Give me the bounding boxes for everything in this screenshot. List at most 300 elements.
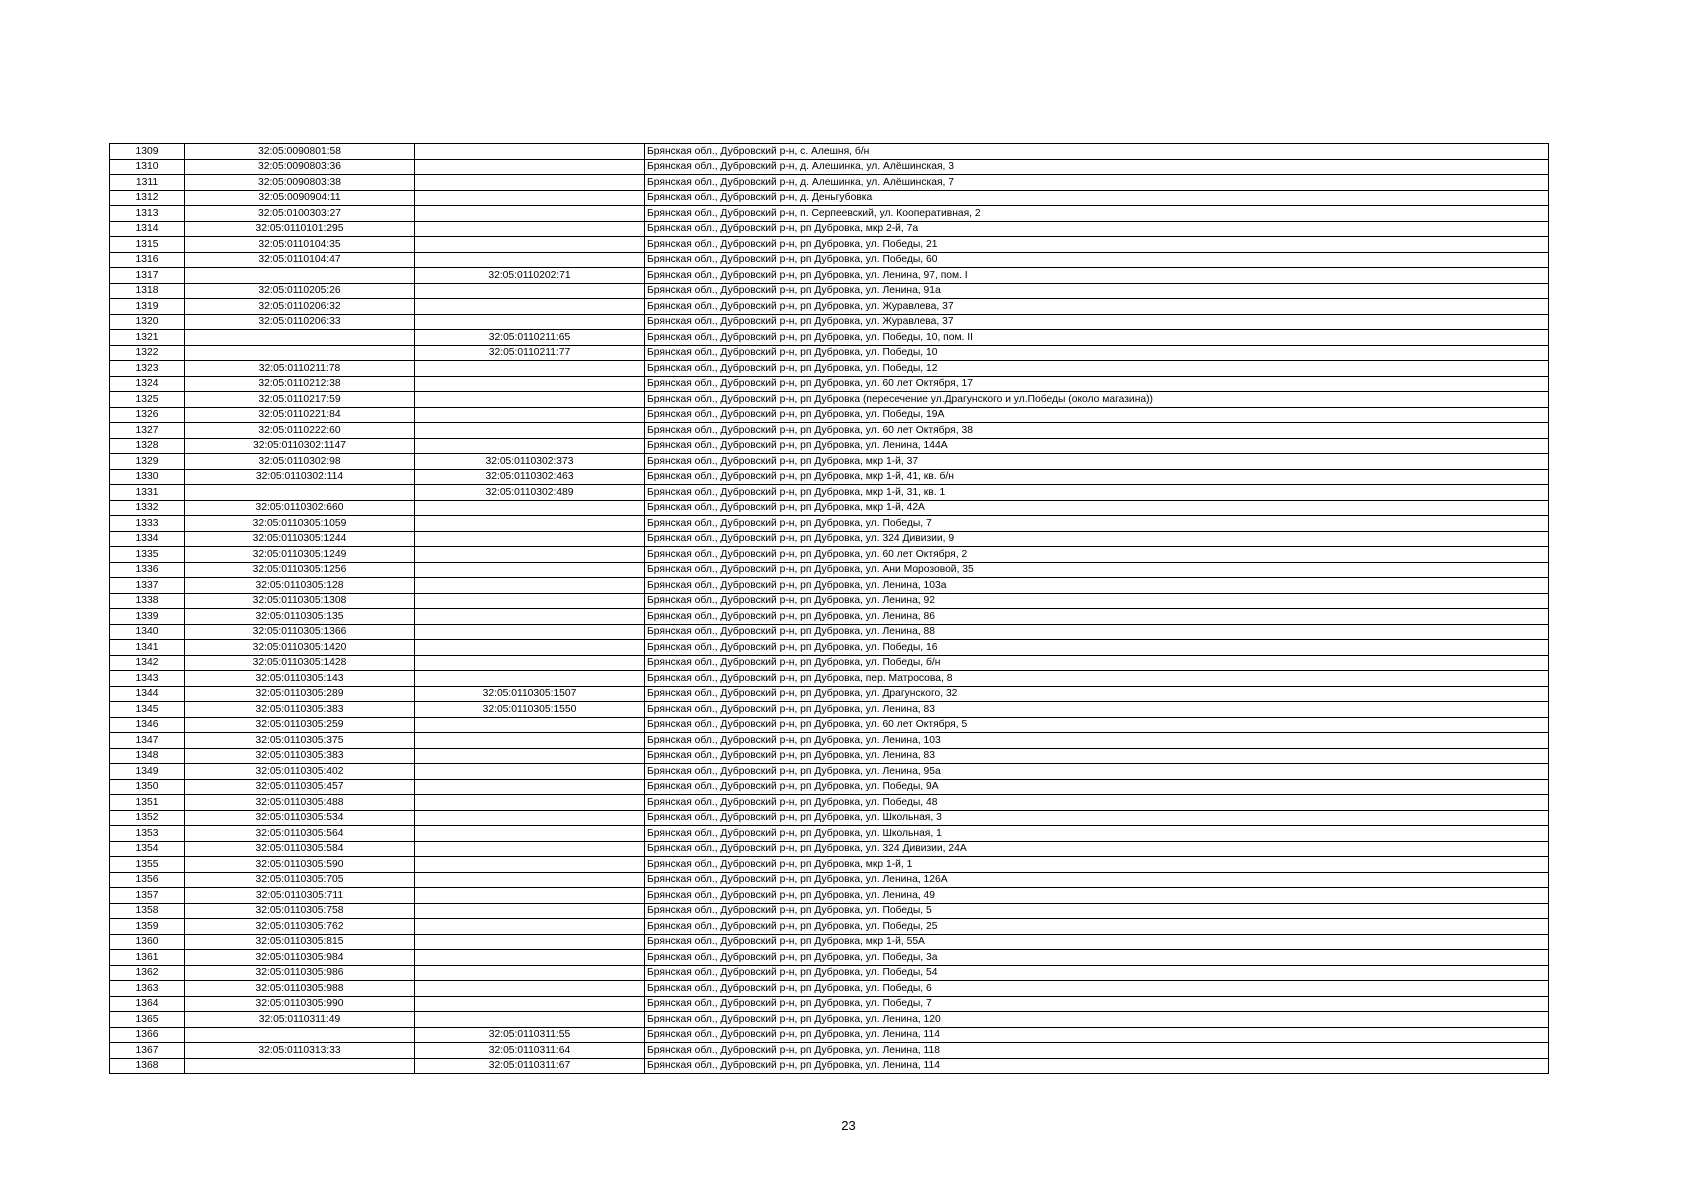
row-number-cell: 1319 bbox=[110, 299, 185, 315]
row-number-cell: 1315 bbox=[110, 237, 185, 253]
related-cadastral-number-cell bbox=[415, 252, 645, 268]
row-number-cell: 1329 bbox=[110, 454, 185, 470]
cadastral-number-cell: 32:05:0110305:457 bbox=[185, 779, 415, 795]
related-cadastral-number-cell bbox=[415, 779, 645, 795]
cadastral-number-cell: 32:05:0110305:584 bbox=[185, 841, 415, 857]
related-cadastral-number-cell bbox=[415, 562, 645, 578]
table-row bbox=[110, 981, 1549, 997]
table-row bbox=[110, 175, 1549, 191]
related-cadastral-number-cell bbox=[415, 578, 645, 594]
page-number: 23 bbox=[841, 1118, 856, 1133]
row-number-cell: 1335 bbox=[110, 547, 185, 563]
cadastral-number-cell: 32:05:0110305:1428 bbox=[185, 655, 415, 671]
row-number-cell: 1359 bbox=[110, 919, 185, 935]
address-cell: Брянская обл., Дубровский р-н, п. Серпеевский, ул. Кооперативная, 2 bbox=[645, 206, 1549, 222]
row-number-cell: 1330 bbox=[110, 469, 185, 485]
cadastral-number-cell: 32:05:0110305:988 bbox=[185, 981, 415, 997]
cadastral-number-cell: 32:05:0110305:1059 bbox=[185, 516, 415, 532]
cadastral-number-cell: 32:05:0110305:990 bbox=[185, 996, 415, 1012]
row-number-cell: 1309 bbox=[110, 144, 185, 160]
table-row bbox=[110, 159, 1549, 175]
row-number-cell: 1342 bbox=[110, 655, 185, 671]
table-row bbox=[110, 857, 1549, 873]
row-number-cell: 1340 bbox=[110, 624, 185, 640]
address-cell: Брянская обл., Дубровский р-н, рп Дубровка, ул. Победы, 7 bbox=[645, 996, 1549, 1012]
address-cell: Брянская обл., Дубровский р-н, рп Дубровка, мкр 1-й, 42А bbox=[645, 500, 1549, 516]
table-row bbox=[110, 996, 1549, 1012]
cadastral-number-cell bbox=[185, 485, 415, 501]
table-row bbox=[110, 624, 1549, 640]
address-cell: Брянская обл., Дубровский р-н, рп Дубровка, ул. Ленина, 120 bbox=[645, 1012, 1549, 1028]
address-cell: Брянская обл., Дубровский р-н, рп Дубровка, ул. Победы, 21 bbox=[645, 237, 1549, 253]
address-cell: Брянская обл., Дубровский р-н, рп Дубровка, ул. Ленина, 83 bbox=[645, 748, 1549, 764]
cadastral-number-cell: 32:05:0110305:1244 bbox=[185, 531, 415, 547]
table-row bbox=[110, 407, 1549, 423]
table-row bbox=[110, 485, 1549, 501]
row-number-cell: 1367 bbox=[110, 1043, 185, 1059]
cadastral-number-cell: 32:05:0110313:33 bbox=[185, 1043, 415, 1059]
table-row bbox=[110, 237, 1549, 253]
row-number-cell: 1363 bbox=[110, 981, 185, 997]
row-number-cell: 1350 bbox=[110, 779, 185, 795]
address-cell: Брянская обл., Дубровский р-н, рп Дубровка, пер. Матросова, 8 bbox=[645, 671, 1549, 687]
related-cadastral-number-cell: 32:05:0110211:77 bbox=[415, 345, 645, 361]
address-cell: Брянская обл., Дубровский р-н, рп Дубровка, ул. Победы, 54 bbox=[645, 965, 1549, 981]
table-row bbox=[110, 392, 1549, 408]
related-cadastral-number-cell bbox=[415, 872, 645, 888]
cadastral-number-cell: 32:05:0110222:60 bbox=[185, 423, 415, 439]
related-cadastral-number-cell bbox=[415, 965, 645, 981]
row-number-cell: 1368 bbox=[110, 1058, 185, 1074]
address-cell: Брянская обл., Дубровский р-н, рп Дубровка, ул. 324 Дивизии, 9 bbox=[645, 531, 1549, 547]
address-cell: Брянская обл., Дубровский р-н, рп Дубровка, ул. Драгунского, 32 bbox=[645, 686, 1549, 702]
row-number-cell: 1323 bbox=[110, 361, 185, 377]
related-cadastral-number-cell: 32:05:0110305:1550 bbox=[415, 702, 645, 718]
related-cadastral-number-cell bbox=[415, 144, 645, 160]
address-cell: Брянская обл., Дубровский р-н, рп Дубровка, ул. Победы, 19А bbox=[645, 407, 1549, 423]
related-cadastral-number-cell bbox=[415, 175, 645, 191]
row-number-cell: 1322 bbox=[110, 345, 185, 361]
row-number-cell: 1357 bbox=[110, 888, 185, 904]
table-row bbox=[110, 361, 1549, 377]
related-cadastral-number-cell: 32:05:0110302:463 bbox=[415, 469, 645, 485]
address-cell: Брянская обл., Дубровский р-н, рп Дубровка, мкр 1-й, 55А bbox=[645, 934, 1549, 950]
address-cell: Брянская обл., Дубровский р-н, рп Дубровка, мкр 1-й, 31, кв. 1 bbox=[645, 485, 1549, 501]
address-cell: Брянская обл., Дубровский р-н, рп Дубровка, ул. 60 лет Октября, 2 bbox=[645, 547, 1549, 563]
address-cell: Брянская обл., Дубровский р-н, рп Дубровка, ул. Журавлева, 37 bbox=[645, 314, 1549, 330]
row-number-cell: 1332 bbox=[110, 500, 185, 516]
related-cadastral-number-cell bbox=[415, 299, 645, 315]
related-cadastral-number-cell bbox=[415, 764, 645, 780]
cadastral-number-cell: 32:05:0110305:564 bbox=[185, 826, 415, 842]
row-number-cell: 1313 bbox=[110, 206, 185, 222]
cadastral-number-cell: 32:05:0110305:375 bbox=[185, 733, 415, 749]
cadastral-number-cell: 32:05:0100303:27 bbox=[185, 206, 415, 222]
table-row bbox=[110, 686, 1549, 702]
table-row bbox=[110, 903, 1549, 919]
table-row bbox=[110, 206, 1549, 222]
table-row bbox=[110, 283, 1549, 299]
address-cell: Брянская обл., Дубровский р-н, рп Дубровка, мкр 1-й, 1 bbox=[645, 857, 1549, 873]
row-number-cell: 1312 bbox=[110, 190, 185, 206]
row-number-cell: 1328 bbox=[110, 438, 185, 454]
related-cadastral-number-cell bbox=[415, 206, 645, 222]
cadastral-number-cell: 32:05:0110305:590 bbox=[185, 857, 415, 873]
row-number-cell: 1349 bbox=[110, 764, 185, 780]
cadastral-number-cell: 32:05:0110311:49 bbox=[185, 1012, 415, 1028]
cadastral-number-cell: 32:05:0110302:98 bbox=[185, 454, 415, 470]
address-cell: Брянская обл., Дубровский р-н, рп Дубровка, ул. Победы, б/н bbox=[645, 655, 1549, 671]
table-row bbox=[110, 500, 1549, 516]
address-cell: Брянская обл., Дубровский р-н, рп Дубровка, ул. 60 лет Октября, 38 bbox=[645, 423, 1549, 439]
table-row bbox=[110, 469, 1549, 485]
row-number-cell: 1351 bbox=[110, 795, 185, 811]
table-row bbox=[110, 717, 1549, 733]
property-registry-table bbox=[109, 143, 1549, 1074]
related-cadastral-number-cell bbox=[415, 221, 645, 237]
table-row bbox=[110, 1058, 1549, 1074]
related-cadastral-number-cell bbox=[415, 547, 645, 563]
row-number-cell: 1343 bbox=[110, 671, 185, 687]
cadastral-number-cell: 32:05:0110305:259 bbox=[185, 717, 415, 733]
cadastral-number-cell: 32:05:0110302:114 bbox=[185, 469, 415, 485]
table-row bbox=[110, 345, 1549, 361]
address-cell: Брянская обл., Дубровский р-н, рп Дубровка, ул. Победы, 7 bbox=[645, 516, 1549, 532]
related-cadastral-number-cell bbox=[415, 640, 645, 656]
address-cell: Брянская обл., Дубровский р-н, рп Дубровка, ул. Ленина, 103 bbox=[645, 733, 1549, 749]
related-cadastral-number-cell bbox=[415, 407, 645, 423]
table-row bbox=[110, 795, 1549, 811]
related-cadastral-number-cell: 32:05:0110311:55 bbox=[415, 1027, 645, 1043]
row-number-cell: 1360 bbox=[110, 934, 185, 950]
cadastral-number-cell: 32:05:0110305:758 bbox=[185, 903, 415, 919]
row-number-cell: 1310 bbox=[110, 159, 185, 175]
table-row bbox=[110, 252, 1549, 268]
related-cadastral-number-cell: 32:05:0110311:64 bbox=[415, 1043, 645, 1059]
row-number-cell: 1348 bbox=[110, 748, 185, 764]
row-number-cell: 1327 bbox=[110, 423, 185, 439]
row-number-cell: 1347 bbox=[110, 733, 185, 749]
address-cell: Брянская обл., Дубровский р-н, рп Дубровка, ул. 60 лет Октября, 5 bbox=[645, 717, 1549, 733]
row-number-cell: 1344 bbox=[110, 686, 185, 702]
related-cadastral-number-cell bbox=[415, 516, 645, 532]
row-number-cell: 1325 bbox=[110, 392, 185, 408]
table-row bbox=[110, 190, 1549, 206]
table-row bbox=[110, 965, 1549, 981]
address-cell: Брянская обл., Дубровский р-н, рп Дубровка, ул. Ленина, 126А bbox=[645, 872, 1549, 888]
address-cell: Брянская обл., Дубровский р-н, рп Дубровка, ул. Школьная, 1 bbox=[645, 826, 1549, 842]
cadastral-number-cell: 32:05:0090803:36 bbox=[185, 159, 415, 175]
row-number-cell: 1346 bbox=[110, 717, 185, 733]
cadastral-number-cell bbox=[185, 345, 415, 361]
table-row bbox=[110, 531, 1549, 547]
cadastral-number-cell: 32:05:0110305:402 bbox=[185, 764, 415, 780]
address-cell: Брянская обл., Дубровский р-н, рп Дубровка, ул. 60 лет Октября, 17 bbox=[645, 376, 1549, 392]
table-row bbox=[110, 516, 1549, 532]
cadastral-number-cell: 32:05:0110305:488 bbox=[185, 795, 415, 811]
cadastral-number-cell bbox=[185, 268, 415, 284]
address-cell: Брянская обл., Дубровский р-н, рп Дубровка, ул. Ленина, 95а bbox=[645, 764, 1549, 780]
related-cadastral-number-cell bbox=[415, 717, 645, 733]
related-cadastral-number-cell bbox=[415, 190, 645, 206]
table-row bbox=[110, 144, 1549, 160]
related-cadastral-number-cell bbox=[415, 671, 645, 687]
address-cell: Брянская обл., Дубровский р-н, рп Дубровка (пересечение ул.Драгунского и ул.Победы (около магазина)) bbox=[645, 392, 1549, 408]
cadastral-number-cell: 32:05:0110211:78 bbox=[185, 361, 415, 377]
table-row bbox=[110, 950, 1549, 966]
row-number-cell: 1336 bbox=[110, 562, 185, 578]
row-number-cell: 1331 bbox=[110, 485, 185, 501]
table-row bbox=[110, 423, 1549, 439]
cadastral-number-cell: 32:05:0110217:59 bbox=[185, 392, 415, 408]
cadastral-number-cell: 32:05:0110206:33 bbox=[185, 314, 415, 330]
table-row bbox=[110, 562, 1549, 578]
table-row bbox=[110, 810, 1549, 826]
related-cadastral-number-cell: 32:05:0110302:489 bbox=[415, 485, 645, 501]
row-number-cell: 1324 bbox=[110, 376, 185, 392]
related-cadastral-number-cell bbox=[415, 361, 645, 377]
related-cadastral-number-cell bbox=[415, 903, 645, 919]
table-row bbox=[110, 702, 1549, 718]
related-cadastral-number-cell bbox=[415, 981, 645, 997]
address-cell: Брянская обл., Дубровский р-н, д. Алешинка, ул. Алёшинская, 7 bbox=[645, 175, 1549, 191]
related-cadastral-number-cell bbox=[415, 392, 645, 408]
address-cell: Брянская обл., Дубровский р-н, рп Дубровка, мкр 1-й, 41, кв. б/н bbox=[645, 469, 1549, 485]
related-cadastral-number-cell bbox=[415, 314, 645, 330]
cadastral-number-cell: 32:05:0110305:383 bbox=[185, 748, 415, 764]
address-cell: Брянская обл., Дубровский р-н, рп Дубровка, ул. Победы, 6 bbox=[645, 981, 1549, 997]
cadastral-number-cell: 32:05:0090904:11 bbox=[185, 190, 415, 206]
address-cell: Брянская обл., Дубровский р-н, рп Дубровка, ул. Ленина, 91а bbox=[645, 283, 1549, 299]
cadastral-number-cell: 32:05:0110305:289 bbox=[185, 686, 415, 702]
cadastral-number-cell: 32:05:0110221:84 bbox=[185, 407, 415, 423]
table-row bbox=[110, 547, 1549, 563]
address-cell: Брянская обл., Дубровский р-н, рп Дубровка, ул. Ленина, 144А bbox=[645, 438, 1549, 454]
row-number-cell: 1314 bbox=[110, 221, 185, 237]
table-row bbox=[110, 671, 1549, 687]
related-cadastral-number-cell bbox=[415, 376, 645, 392]
address-cell: Брянская обл., Дубровский р-н, рп Дубровка, ул. Журавлева, 37 bbox=[645, 299, 1549, 315]
row-number-cell: 1345 bbox=[110, 702, 185, 718]
table-row bbox=[110, 1043, 1549, 1059]
cadastral-number-cell: 32:05:0110305:143 bbox=[185, 671, 415, 687]
cadastral-number-cell: 32:05:0110305:762 bbox=[185, 919, 415, 935]
row-number-cell: 1364 bbox=[110, 996, 185, 1012]
table-row bbox=[110, 438, 1549, 454]
address-cell: Брянская обл., Дубровский р-н, рп Дубровка, ул. Победы, 12 bbox=[645, 361, 1549, 377]
row-number-cell: 1356 bbox=[110, 872, 185, 888]
cadastral-number-cell: 32:05:0110305:1420 bbox=[185, 640, 415, 656]
address-cell: Брянская обл., Дубровский р-н, рп Дубровка, ул. Победы, 10 bbox=[645, 345, 1549, 361]
related-cadastral-number-cell bbox=[415, 826, 645, 842]
row-number-cell: 1321 bbox=[110, 330, 185, 346]
address-cell: Брянская обл., Дубровский р-н, рп Дубровка, мкр 1-й, 37 bbox=[645, 454, 1549, 470]
cadastral-number-cell bbox=[185, 1058, 415, 1074]
related-cadastral-number-cell bbox=[415, 159, 645, 175]
row-number-cell: 1361 bbox=[110, 950, 185, 966]
table-row bbox=[110, 640, 1549, 656]
cadastral-number-cell: 32:05:0090803:38 bbox=[185, 175, 415, 191]
related-cadastral-number-cell bbox=[415, 531, 645, 547]
address-cell: Брянская обл., Дубровский р-н, рп Дубровка, ул. Победы, 10, пом. II bbox=[645, 330, 1549, 346]
related-cadastral-number-cell: 32:05:0110305:1507 bbox=[415, 686, 645, 702]
table-row bbox=[110, 454, 1549, 470]
table-row bbox=[110, 578, 1549, 594]
related-cadastral-number-cell bbox=[415, 841, 645, 857]
table-row bbox=[110, 934, 1549, 950]
cadastral-number-cell: 32:05:0110305:1366 bbox=[185, 624, 415, 640]
related-cadastral-number-cell bbox=[415, 748, 645, 764]
cadastral-number-cell: 32:05:0110104:35 bbox=[185, 237, 415, 253]
related-cadastral-number-cell bbox=[415, 283, 645, 299]
related-cadastral-number-cell bbox=[415, 919, 645, 935]
address-cell: Брянская обл., Дубровский р-н, с. Алешня, б/н bbox=[645, 144, 1549, 160]
related-cadastral-number-cell bbox=[415, 438, 645, 454]
related-cadastral-number-cell bbox=[415, 624, 645, 640]
address-cell: Брянская обл., Дубровский р-н, рп Дубровка, ул. Школьная, 3 bbox=[645, 810, 1549, 826]
related-cadastral-number-cell bbox=[415, 857, 645, 873]
address-cell: Брянская обл., Дубровский р-н, рп Дубровка, ул. Ленина, 49 bbox=[645, 888, 1549, 904]
table-row bbox=[110, 1012, 1549, 1028]
row-number-cell: 1317 bbox=[110, 268, 185, 284]
address-cell: Брянская обл., Дубровский р-н, рп Дубровка, ул. Ленина, 103а bbox=[645, 578, 1549, 594]
related-cadastral-number-cell bbox=[415, 423, 645, 439]
address-cell: Брянская обл., Дубровский р-н, рп Дубровка, ул. Победы, 48 bbox=[645, 795, 1549, 811]
cadastral-number-cell: 32:05:0110305:1256 bbox=[185, 562, 415, 578]
row-number-cell: 1338 bbox=[110, 593, 185, 609]
row-number-cell: 1366 bbox=[110, 1027, 185, 1043]
table-row bbox=[110, 841, 1549, 857]
row-number-cell: 1362 bbox=[110, 965, 185, 981]
table-row bbox=[110, 733, 1549, 749]
table-row bbox=[110, 330, 1549, 346]
cadastral-number-cell: 32:05:0110305:1249 bbox=[185, 547, 415, 563]
table-row bbox=[110, 779, 1549, 795]
row-number-cell: 1339 bbox=[110, 609, 185, 625]
related-cadastral-number-cell: 32:05:0110302:373 bbox=[415, 454, 645, 470]
row-number-cell: 1334 bbox=[110, 531, 185, 547]
address-cell: Брянская обл., Дубровский р-н, рп Дубровка, ул. Победы, 5 bbox=[645, 903, 1549, 919]
related-cadastral-number-cell: 32:05:0110211:65 bbox=[415, 330, 645, 346]
cadastral-number-cell: 32:05:0110212:38 bbox=[185, 376, 415, 392]
address-cell: Брянская обл., Дубровский р-н, рп Дубровка, мкр 2-й, 7а bbox=[645, 221, 1549, 237]
table-row bbox=[110, 314, 1549, 330]
address-cell: Брянская обл., Дубровский р-н, рп Дубровка, ул. Ленина, 114 bbox=[645, 1027, 1549, 1043]
address-cell: Брянская обл., Дубровский р-н, рп Дубровка, ул. Победы, 16 bbox=[645, 640, 1549, 656]
related-cadastral-number-cell bbox=[415, 888, 645, 904]
table-row bbox=[110, 655, 1549, 671]
cadastral-number-cell: 32:05:0090801:58 bbox=[185, 144, 415, 160]
row-number-cell: 1320 bbox=[110, 314, 185, 330]
address-cell: Брянская обл., Дубровский р-н, рп Дубровка, ул. Ани Морозовой, 35 bbox=[645, 562, 1549, 578]
address-cell: Брянская обл., Дубровский р-н, рп Дубровка, ул. Ленина, 92 bbox=[645, 593, 1549, 609]
row-number-cell: 1311 bbox=[110, 175, 185, 191]
address-cell: Брянская обл., Дубровский р-н, рп Дубровка, ул. Победы, 3а bbox=[645, 950, 1549, 966]
related-cadastral-number-cell: 32:05:0110311:67 bbox=[415, 1058, 645, 1074]
cadastral-number-cell: 32:05:0110305:815 bbox=[185, 934, 415, 950]
cadastral-number-cell: 32:05:0110305:986 bbox=[185, 965, 415, 981]
related-cadastral-number-cell bbox=[415, 609, 645, 625]
cadastral-number-cell: 32:05:0110305:984 bbox=[185, 950, 415, 966]
related-cadastral-number-cell bbox=[415, 934, 645, 950]
row-number-cell: 1341 bbox=[110, 640, 185, 656]
related-cadastral-number-cell bbox=[415, 996, 645, 1012]
cadastral-number-cell: 32:05:0110305:711 bbox=[185, 888, 415, 904]
related-cadastral-number-cell bbox=[415, 950, 645, 966]
table-row bbox=[110, 919, 1549, 935]
related-cadastral-number-cell bbox=[415, 593, 645, 609]
cadastral-number-cell: 32:05:0110205:26 bbox=[185, 283, 415, 299]
address-cell: Брянская обл., Дубровский р-н, рп Дубровка, ул. Ленина, 97, пом. I bbox=[645, 268, 1549, 284]
related-cadastral-number-cell: 32:05:0110202:71 bbox=[415, 268, 645, 284]
cadastral-number-cell: 32:05:0110305:1308 bbox=[185, 593, 415, 609]
table-row bbox=[110, 888, 1549, 904]
cadastral-number-cell: 32:05:0110305:135 bbox=[185, 609, 415, 625]
cadastral-number-cell: 32:05:0110305:534 bbox=[185, 810, 415, 826]
related-cadastral-number-cell bbox=[415, 795, 645, 811]
address-cell: Брянская обл., Дубровский р-н, рп Дубровка, ул. Ленина, 88 bbox=[645, 624, 1549, 640]
cadastral-number-cell: 32:05:0110305:128 bbox=[185, 578, 415, 594]
row-number-cell: 1355 bbox=[110, 857, 185, 873]
address-cell: Брянская обл., Дубровский р-н, рп Дубровка, ул. Ленина, 114 bbox=[645, 1058, 1549, 1074]
table-row bbox=[110, 221, 1549, 237]
row-number-cell: 1353 bbox=[110, 826, 185, 842]
row-number-cell: 1316 bbox=[110, 252, 185, 268]
related-cadastral-number-cell bbox=[415, 733, 645, 749]
cadastral-number-cell: 32:05:0110104:47 bbox=[185, 252, 415, 268]
table-row bbox=[110, 872, 1549, 888]
row-number-cell: 1326 bbox=[110, 407, 185, 423]
address-cell: Брянская обл., Дубровский р-н, рп Дубровка, ул. Победы, 25 bbox=[645, 919, 1549, 935]
address-cell: Брянская обл., Дубровский р-н, рп Дубровка, ул. Ленина, 86 bbox=[645, 609, 1549, 625]
cadastral-number-cell bbox=[185, 1027, 415, 1043]
registry-table-body bbox=[110, 144, 1549, 1074]
address-cell: Брянская обл., Дубровский р-н, рп Дубровка, ул. 324 Дивизии, 24А bbox=[645, 841, 1549, 857]
cadastral-number-cell: 32:05:0110305:383 bbox=[185, 702, 415, 718]
address-cell: Брянская обл., Дубровский р-н, д. Деньгубовка bbox=[645, 190, 1549, 206]
cadastral-number-cell: 32:05:0110302:1147 bbox=[185, 438, 415, 454]
table-row bbox=[110, 748, 1549, 764]
address-cell: Брянская обл., Дубровский р-н, рп Дубровка, ул. Ленина, 83 bbox=[645, 702, 1549, 718]
cadastral-number-cell: 32:05:0110305:705 bbox=[185, 872, 415, 888]
table-row bbox=[110, 268, 1549, 284]
address-cell: Брянская обл., Дубровский р-н, рп Дубровка, ул. Победы, 9А bbox=[645, 779, 1549, 795]
table-row bbox=[110, 299, 1549, 315]
address-cell: Брянская обл., Дубровский р-н, рп Дубровка, ул. Ленина, 118 bbox=[645, 1043, 1549, 1059]
table-row bbox=[110, 1027, 1549, 1043]
address-cell: Брянская обл., Дубровский р-н, рп Дубровка, ул. Победы, 60 bbox=[645, 252, 1549, 268]
address-cell: Брянская обл., Дубровский р-н, д. Алешинка, ул. Алёшинская, 3 bbox=[645, 159, 1549, 175]
cadastral-number-cell: 32:05:0110206:32 bbox=[185, 299, 415, 315]
table-row bbox=[110, 593, 1549, 609]
related-cadastral-number-cell bbox=[415, 1012, 645, 1028]
row-number-cell: 1354 bbox=[110, 841, 185, 857]
row-number-cell: 1337 bbox=[110, 578, 185, 594]
cadastral-number-cell bbox=[185, 330, 415, 346]
row-number-cell: 1365 bbox=[110, 1012, 185, 1028]
related-cadastral-number-cell bbox=[415, 237, 645, 253]
table-row bbox=[110, 609, 1549, 625]
table-row bbox=[110, 376, 1549, 392]
row-number-cell: 1318 bbox=[110, 283, 185, 299]
table-row bbox=[110, 826, 1549, 842]
table-row bbox=[110, 764, 1549, 780]
row-number-cell: 1352 bbox=[110, 810, 185, 826]
row-number-cell: 1333 bbox=[110, 516, 185, 532]
related-cadastral-number-cell bbox=[415, 810, 645, 826]
related-cadastral-number-cell bbox=[415, 500, 645, 516]
related-cadastral-number-cell bbox=[415, 655, 645, 671]
